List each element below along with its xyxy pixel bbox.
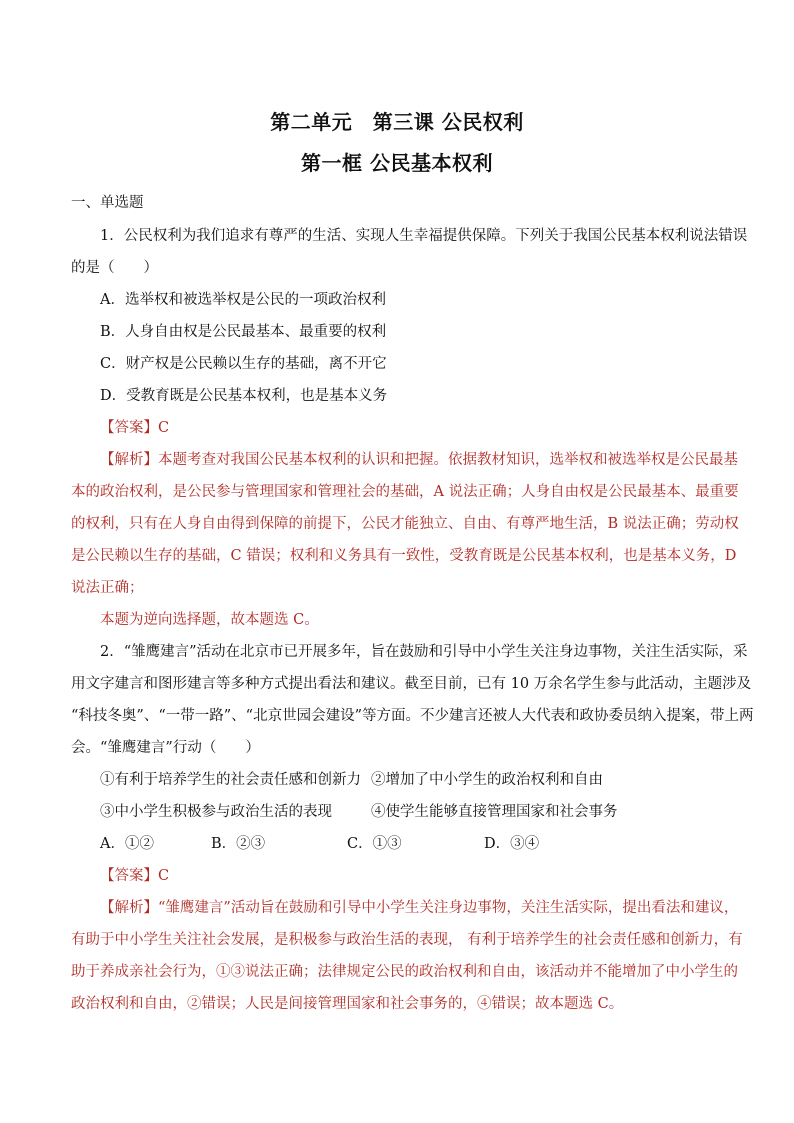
q2-analysis-line-4: 政治权利和自由，②错误；人民是间接管理国家和社会事务的，④错误；故本题选 C。 — [71, 996, 624, 1012]
q1-option-d: D．受教育既是公民基本权利，也是基本义务 — [100, 388, 388, 404]
q2-stem-line-3: “科技冬奥”、“一带一路”、“北京世园会建设”等方面。不少建言还被人大代表和政协委员纳入提案，带上两 — [71, 708, 754, 724]
q2-statement-3: ③中小学生积极参与政治生活的表现 — [100, 804, 332, 820]
q2-answer — [100, 866, 760, 886]
q1-option-a: A．选举权和被选举权是公民的一项政治权利 — [100, 292, 386, 308]
q1-answer — [100, 418, 760, 438]
q2-choice-b: B．②③ — [211, 836, 266, 852]
unit-lesson-title: 第二单元 第三课 公民权利 — [270, 110, 524, 134]
q1-analysis-tag: 【解析】 — [100, 452, 158, 468]
q1-conclusion: 本题为逆向选择题，故本题选 C。 — [100, 612, 319, 628]
q1-analysis-text: 本题考查对我国公民基本权利的认识和把握。依据教材知识，选举权和被选举权是公民最基 — [158, 452, 738, 468]
section-title: 第一框 公民基本权利 — [301, 151, 493, 175]
q2-stem-line-1: 2．“雏鹰建言”活动在北京市已开展多年，旨在鼓励和引导中小学生关注身边事物，关注生活实际，采 — [100, 644, 748, 660]
q2-analysis-line-2: 有助于中小学生关注社会发展，是积极参与政治生活的表现， 有利于培养学生的社会责任感和创新力，有 — [71, 932, 743, 948]
q1-analysis-line-4: 是公民赖以生存的基础，C 错误；权利和义务具有一致性，受教育既是公民基本权利，也是基本义务，D — [71, 548, 737, 564]
q2-answer-value: C — [158, 868, 170, 884]
q2-stem-line-4: 会。“雏鹰建言”行动（ ） — [71, 740, 260, 756]
q1-answer-tag: 【答案】 — [100, 420, 158, 436]
question-type-label: 一、单选题 — [71, 195, 144, 211]
q1-answer-value: C — [158, 420, 170, 436]
q2-analysis-text: “雏鹰建言”活动旨在鼓励和引导中小学生关注身边事物，关注生活实际，提出看法和建议， — [158, 900, 739, 916]
q2-statement-1: ①有利于培养学生的社会责任感和创新力 — [100, 772, 361, 788]
q1-stem-line-1: 1．公民权利为我们追求有尊严的生活、实现人生幸福提供保障。下列关于我国公民基本权利说法错误 — [100, 228, 748, 244]
q2-statement-4: ④使学生能够直接管理国家和社会事务 — [371, 804, 618, 820]
q1-stem-line-2: 的是（ ） — [71, 260, 158, 276]
q2-analysis-tag: 【解析】 — [100, 900, 158, 916]
q1-analysis-line-3: 的权利，只有在人身自由得到保障的前提下，公民才能独立、自由、有尊严地生活，B 说法正确；劳动权 — [71, 516, 739, 532]
q2-choice-a: A．①② — [100, 836, 154, 852]
q1-option-c: C．财产权是公民赖以生存的基础，离不开它 — [100, 356, 387, 372]
q1-analysis-line-5: 说法正确； — [71, 580, 144, 596]
q2-analysis-line-3: 助于养成亲社会行为，①③说法正确；法律规定公民的政治权利和自由，该活动并不能增加了中小学生的 — [71, 964, 738, 980]
q2-analysis-line-1 — [100, 898, 760, 918]
q2-stem-line-2: 用文字建言和图形建言等多种方式提出看法和建议。截至目前，已有 10 万余名学生参与此活动，主题涉及 — [71, 676, 752, 692]
q1-analysis-line-1 — [100, 450, 760, 470]
q2-answer-tag: 【答案】 — [100, 868, 158, 884]
q1-analysis-line-2: 本的政治权利，是公民参与管理国家和管理社会的基础，A 说法正确；人身自由权是公民最基本、最重要 — [71, 484, 739, 500]
q1-option-b: B．人身自由权是公民最基本、最重要的权利 — [100, 324, 387, 340]
q2-statement-2: ②增加了中小学生的政治权利和自由 — [371, 772, 603, 788]
q2-choice-d: D．③④ — [484, 836, 540, 852]
q2-choice-c: C．①③ — [347, 836, 402, 852]
